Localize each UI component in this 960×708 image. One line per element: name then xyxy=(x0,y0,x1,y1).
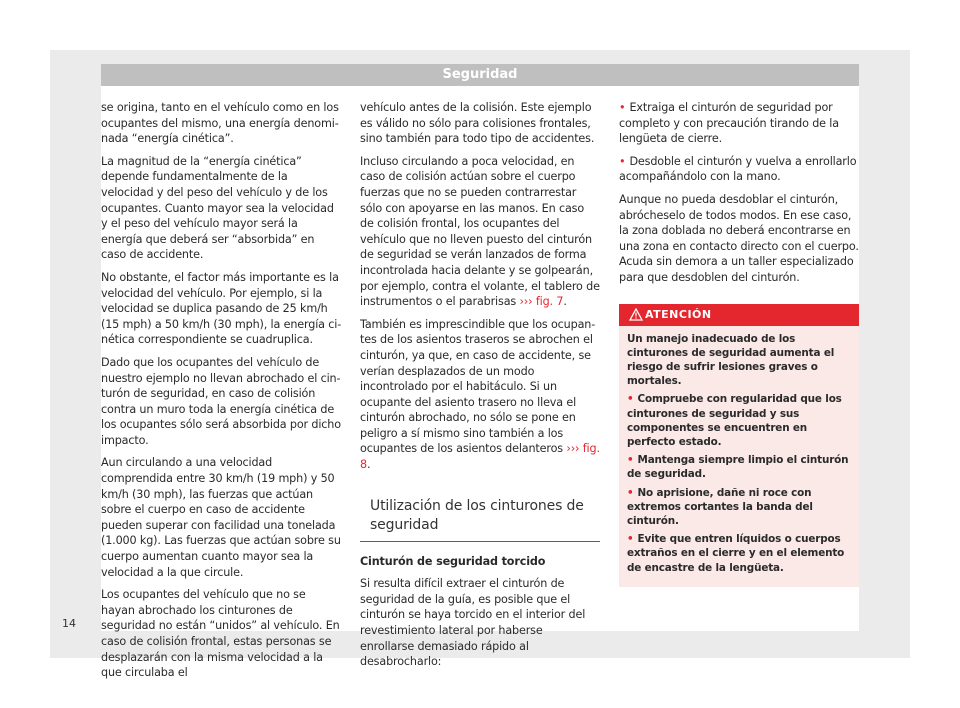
bullet-text: Extraiga el cinturón de seguridad por completo y con precaución tirando de la lengüeta de cierre. xyxy=(619,101,839,146)
warning-header xyxy=(619,304,859,326)
paragraph-text: Incluso circulando a poca velocidad, en caso de colisión actúan sobre el cuerpo fuerzas que no se pueden contrarrestar sólo con apoyarse en las manos. En caso de colisión frontal, los ocupantes del vehículo que no lleven puesto del cinturón de seguridad se verán lanzados de forma incontrolada hacia delante y se golpearán, por ejemplo, contra el volante, el tablero de instrumentos o el parabrisas xyxy=(360,154,600,309)
paragraph: También es imprescindible que los ocupantes de los asientos traseros se abrochen el cinturón, ya que, en caso de accidente, se verían desplazados de un modo incontrolado por el habitáculo. Si un ocupante del asiento trasero no lleva el cinturón abrochado, no sólo se pone en peligro a sí mismo sino también a los ocupantes de los asientos delanteros ››› fig. 8. xyxy=(360,317,600,472)
warning-item xyxy=(627,532,851,575)
paragraph: No obstante, el factor más importante es la velocidad del vehículo. Por ejemplo, si la velocidad se duplica pasando de 25 km/h (15 mph) a 50 km/h (30 mph), la energía cinética correspondiente se cuadruplica. xyxy=(101,270,342,347)
bullet-icon: • xyxy=(627,393,634,406)
paragraph: Aunque no pueda desdoblar el cinturón, abrócheselo de todos modos. En ese caso, la zona doblada no deberá encontrarse en una zona en contacto directo con el cuerpo. Acuda sin demora a un taller especializado para que desdoblen del cinturón. xyxy=(619,192,859,284)
warning-body xyxy=(619,326,859,587)
warning-title: ATENCIÓN xyxy=(645,307,712,321)
column-1 xyxy=(101,100,342,688)
column-2 xyxy=(360,100,600,677)
warning-triangle-icon xyxy=(629,308,643,321)
bullet-text: Desdoble el cinturón y vuelva a enrollarlo acompañándolo con la mano. xyxy=(619,154,857,184)
bullet-icon: • xyxy=(619,101,626,114)
warning-item xyxy=(627,392,851,449)
figure-link[interactable]: ››› fig. 7 xyxy=(519,295,564,309)
section-title: Utilización de los cinturones de seguridad xyxy=(360,489,600,542)
warning-box xyxy=(619,304,859,587)
warning-item-text: Evite que entren líquidos o cuerpos extraños en el cierre y en el elemento de encastre de la lengüeta. xyxy=(627,533,845,574)
paragraph: Aun circulando a una velocidad comprendida entre 30 km/h (19 mph) y 50 km/h (30 mph), las fuerzas que actúan sobre el cuerpo en caso de accidente pueden superar con facilidad una tonelada (1.000 kg). Las fuerzas que actúan sobre su cuerpo aumentan cuanto mayor sea la velocidad a la que circule. xyxy=(101,456,341,579)
warning-item-text: Mantenga siempre limpio el cinturón de seguridad. xyxy=(627,454,849,481)
paragraph-text: También es imprescindible que los ocupantes de los asientos traseros se abrochen el cinturón, ya que, en caso de accidente, se verían desplazados de un modo incontrolado por el habitáculo. Si un ocupante del asiento trasero no lleva el cinturón abrochado, no sólo se pone en peligro a sí mismo sino también a los ocupantes de los asientos delanteros xyxy=(360,317,596,456)
paragraph: vehículo antes de la colisión. Este ejemplo es válido no sólo para colisiones frontales, sino también para todo tipo de accidentes. xyxy=(360,101,595,146)
paragraph: La magnitud de la “energía cinética” depende fundamentalmente de la velocidad y del peso del vehículo y de los ocupantes. Cuanto mayor sea la velocidad y el peso del vehículo mayor será la energía que deberá ser “absorbida” en caso de accidente. xyxy=(101,154,334,262)
bullet-item xyxy=(619,100,859,147)
column-3 xyxy=(619,100,859,587)
bullet-icon: • xyxy=(627,533,634,546)
paragraph: Los ocupantes del vehículo que no se hayan abrochado los cinturones de seguridad no están “unidos” al vehículo. En caso de colisión frontal, estas personas se desplazarán con la misma velocidad a la que circulaba el xyxy=(101,588,340,680)
page-number: 14 xyxy=(62,617,76,630)
warning-item xyxy=(627,453,851,481)
bullet-icon: • xyxy=(627,454,634,467)
subheading: Cinturón de seguridad torcido xyxy=(360,554,546,568)
bullet-item xyxy=(619,154,859,185)
warning-item xyxy=(627,486,851,529)
bullet-icon: • xyxy=(619,154,626,168)
paragraph: se origina, tanto en el vehículo como en los ocupantes del mismo, una energía denominada “energía cinética”. xyxy=(101,101,339,146)
figure-link[interactable]: ››› fig. 8 xyxy=(360,442,600,472)
warning-intro: Un manejo inadecuado de los cinturones de seguridad aumenta el riesgo de sufrir lesiones graves o mortales. xyxy=(627,332,835,388)
bullet-icon: • xyxy=(627,486,634,499)
paragraph: Incluso circulando a poca velocidad, en caso de colisión actúan sobre el cuerpo fuerzas que no se pueden contrarrestar sólo con apoyarse en las manos. En caso de colisión frontal, los ocupantes del vehículo que no lleven puesto del cinturón de seguridad se verán lanzados de forma incontrolada hacia delante y se golpearán, por ejemplo, contra el volante, el tablero de instrumentos o el parabrisas ››› fig. 7. xyxy=(360,154,600,309)
paragraph: Si resulta difícil extraer el cinturón de seguridad de la guía, es posible que el cinturón se haya torcido en el interior del revestimiento lateral por haberse enrollarse demasiado rápido al desabrocharlo: xyxy=(360,577,586,669)
section-header: Seguridad xyxy=(101,64,859,86)
warning-item-text: No aprisione, dañe ni roce con extremos cortantes la banda del cinturón. xyxy=(627,486,813,527)
warning-item-text: Compruebe con regularidad que los cinturones de seguridad y sus componentes se encuentren en perfecto estado. xyxy=(627,393,842,448)
paragraph: Dado que los ocupantes del vehículo de nuestro ejemplo no llevan abrochado el cinturón de seguridad, en caso de colisión contra un muro toda la energía cinética de los ocupantes sólo será absorbida por dicho impacto. xyxy=(101,355,341,447)
